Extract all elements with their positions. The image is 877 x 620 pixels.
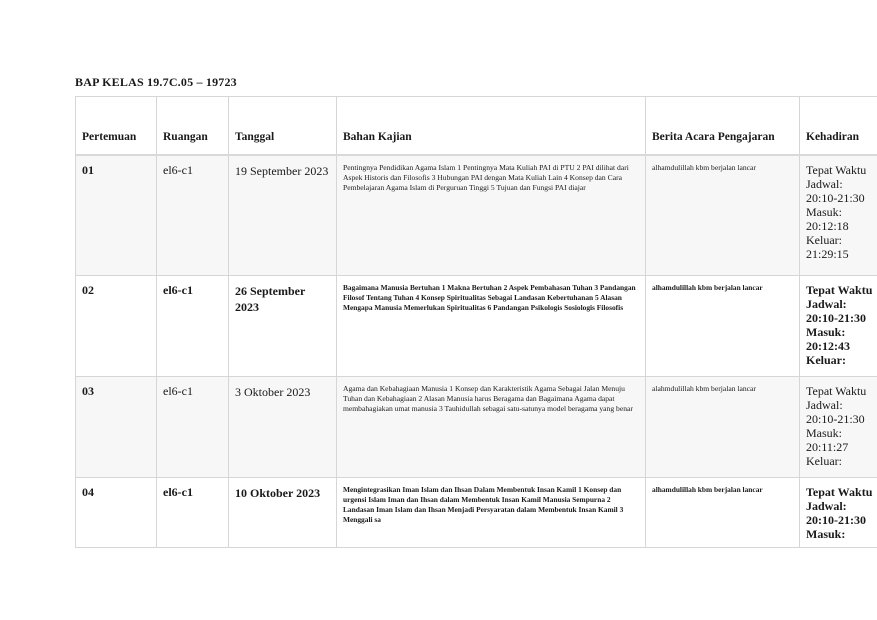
table-header-row bbox=[76, 97, 877, 156]
cell-berita-acara: alahmdulillah kbm berjalan lancar bbox=[646, 377, 800, 478]
attendance-line: Masuk: bbox=[806, 527, 846, 541]
cell-pertemuan: 02 bbox=[76, 276, 157, 377]
table-row bbox=[76, 478, 877, 548]
cell-ruangan: el6-c1 bbox=[157, 377, 229, 478]
attendance-line: 20:10-21:30 bbox=[806, 412, 865, 426]
attendance-line: 20:12:43 bbox=[806, 339, 850, 353]
attendance-line: 20:10-21:30 bbox=[806, 513, 866, 527]
cell-ruangan: el6-c1 bbox=[157, 155, 229, 276]
header-bahan-kajian: Bahan Kajian bbox=[337, 97, 646, 156]
cell-tanggal: 3 Oktober 2023 bbox=[229, 377, 337, 478]
attendance-line: Masuk: bbox=[806, 426, 842, 440]
cell-kehadiran bbox=[800, 155, 877, 276]
attendance-line: 20:10-21:30 bbox=[806, 191, 865, 205]
cell-tanggal: 26 September 2023 bbox=[229, 276, 337, 377]
attendance-line: Keluar: bbox=[806, 233, 842, 247]
cell-bahan-kajian: Agama dan Kebahagiaan Manusia 1 Konsep dan Karakteristik Agama Sebagai Jalan Menuju Tuhan dan Kebahagiaan 2 Alasan Manusia harus Beragama dan Bagaimana Agama dapat membahagiakan umat manusia 3 Tauhidullah sebagai satu-satunya model beragama yang benar bbox=[337, 377, 646, 478]
cell-tanggal: 10 Oktober 2023 bbox=[229, 478, 337, 548]
attendance-line: 20:12:18 bbox=[806, 219, 849, 233]
attendance-line: Tepat Waktu bbox=[806, 485, 873, 499]
attendance-line: Tepat Waktu bbox=[806, 283, 873, 297]
attendance-line: 20:11:27 bbox=[806, 440, 849, 454]
header-tanggal: Tanggal bbox=[229, 97, 337, 156]
cell-kehadiran bbox=[800, 478, 877, 548]
cell-berita-acara: alhamdulillah kbm berjalan lancar bbox=[646, 478, 800, 548]
cell-bahan-kajian: Mengintegrasikan Iman Islam dan Ihsan Dalam Membentuk Insan Kamil 1 Konsep dan urgensi Islam Iman dan Ihsan dalam Membentuk Insan Kamil Manusia Sempurna 2 Landasan Iman Islam dan Ihsan Menjadi Persyaratan dalam Membentuk Insan Kamil 3 Menggali sa bbox=[337, 478, 646, 548]
cell-pertemuan: 04 bbox=[76, 478, 157, 548]
page-title: BAP KELAS 19.7C.05 – 19723 bbox=[75, 75, 237, 89]
attendance-line: Tepat Waktu bbox=[806, 384, 867, 398]
attendance-line: 21:29:15 bbox=[806, 247, 849, 261]
table-row bbox=[76, 377, 877, 478]
cell-bahan-kajian: Bagaimana Manusia Bertuhan 1 Makna Bertuhan 2 Aspek Pembahasan Tuhan 3 Pandangan Filosof Tentang Tuhan 4 Konsep Spiritualitas Sebagai Landasan Kebertuhanan 5 Alasan Mengapa Manusia Memerlukan Spiritualitas 6 Pandangan Psikologis Sosiologis Filosofis bbox=[337, 276, 646, 377]
attendance-line: Jadwal: bbox=[806, 499, 847, 513]
table-row bbox=[76, 155, 877, 276]
table-row bbox=[76, 276, 877, 377]
header-kehadiran: Kehadiran bbox=[800, 97, 877, 156]
attendance-line: Jadwal: bbox=[806, 297, 847, 311]
cell-berita-acara: alhamdulillah kbm berjalan lancar bbox=[646, 276, 800, 377]
cell-tanggal: 19 September 2023 bbox=[229, 155, 337, 276]
attendance-line: Keluar: bbox=[806, 454, 842, 468]
header-berita-acara: Berita Acara Pengajaran bbox=[646, 97, 800, 156]
cell-ruangan: el6-c1 bbox=[157, 276, 229, 377]
cell-bahan-kajian: Pentingnya Pendidikan Agama Islam 1 Pentingnya Mata Kuliah PAI di PTU 2 PAI dilihat dari Aspek Historis dan Filosofis 3 Hubungan PAI dengan Mata Kuliah Lain 4 Konsep dan Cara Pembelajaran Agama Islam di Perguruan Tinggi 5 Tujuan dan Fungsi PAI diajar bbox=[337, 155, 646, 276]
attendance-line: Tepat Waktu bbox=[806, 163, 867, 177]
cell-berita-acara: alhamdulillah kbm berjalan lancar bbox=[646, 155, 800, 276]
attendance-line: Masuk: bbox=[806, 205, 842, 219]
cell-kehadiran bbox=[800, 276, 877, 377]
attendance-line: Masuk: bbox=[806, 325, 846, 339]
attendance-line: Keluar: bbox=[806, 353, 846, 367]
cell-ruangan: el6-c1 bbox=[157, 478, 229, 548]
attendance-line: Jadwal: bbox=[806, 177, 843, 191]
cell-kehadiran bbox=[800, 377, 877, 478]
cell-pertemuan: 01 bbox=[76, 155, 157, 276]
header-ruangan: Ruangan bbox=[157, 97, 229, 156]
cell-pertemuan: 03 bbox=[76, 377, 157, 478]
attendance-line: 20:10-21:30 bbox=[806, 311, 866, 325]
attendance-line: Jadwal: bbox=[806, 398, 843, 412]
header-pertemuan: Pertemuan bbox=[76, 97, 157, 156]
bap-table bbox=[75, 96, 877, 548]
